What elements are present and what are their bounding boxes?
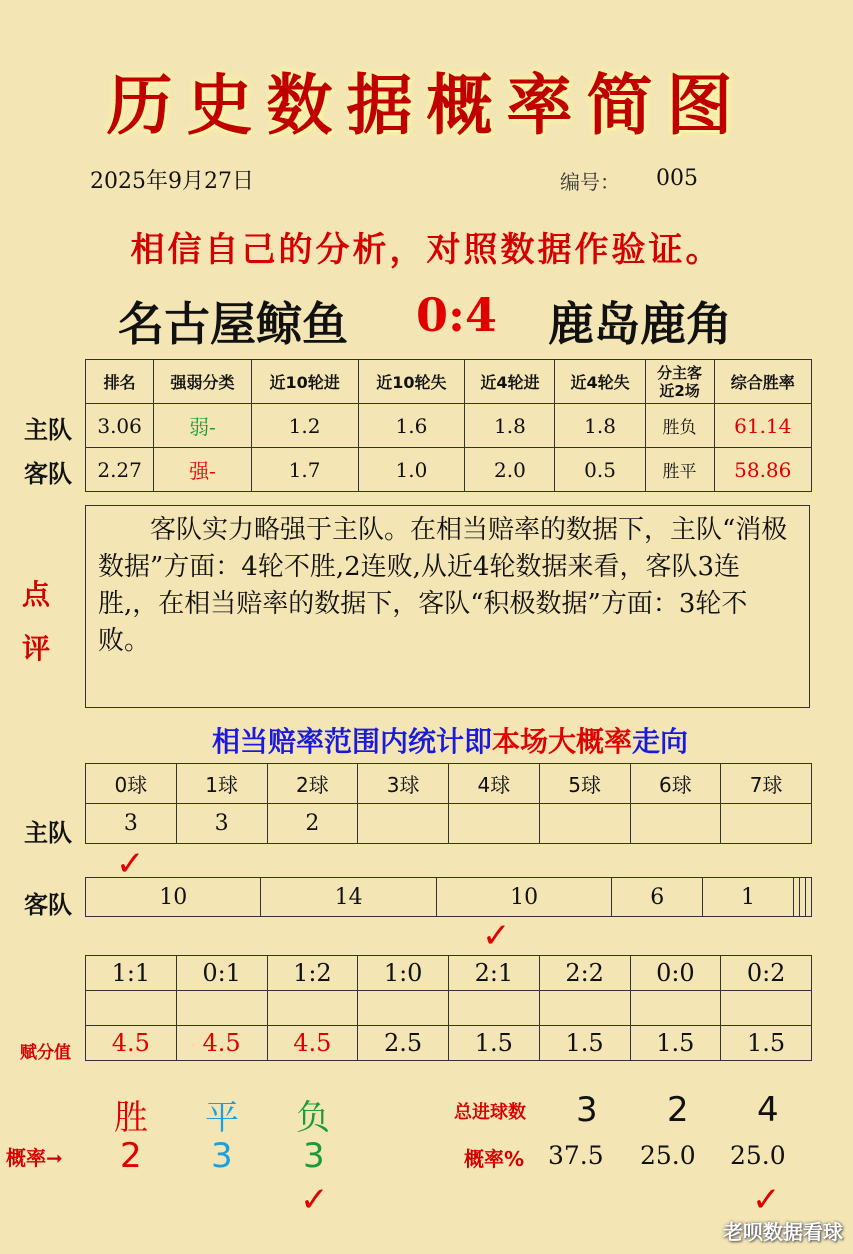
score-4: 2:1 xyxy=(449,956,540,991)
goals-header-5: 5球 xyxy=(539,764,630,804)
total-1: 3 xyxy=(576,1090,598,1130)
score-1: 0:1 xyxy=(176,956,267,991)
check-mark-home: ✓ xyxy=(116,844,145,884)
stats-row-home xyxy=(86,404,812,448)
goals-header-3: 3球 xyxy=(358,764,449,804)
home-goal-6 xyxy=(630,804,721,844)
prob-label: 概率➞ xyxy=(6,1146,63,1170)
empty-cell xyxy=(176,991,267,1026)
away-goal-0: 10 xyxy=(86,878,261,917)
value-6: 1.5 xyxy=(630,1026,721,1061)
empty-cell xyxy=(539,991,630,1026)
header-last2-line2: 近2场 xyxy=(659,381,700,400)
value-4: 1.5 xyxy=(449,1026,540,1061)
comment-label xyxy=(22,568,50,676)
total-label: 总进球数 xyxy=(454,1102,526,1123)
score-5: 2:2 xyxy=(539,956,630,991)
empty-cell xyxy=(630,991,721,1026)
goals-header-row xyxy=(86,764,812,804)
home-goal-7 xyxy=(721,804,812,844)
away-goal-4: 1 xyxy=(703,878,794,917)
match-score: 0:4 xyxy=(416,288,497,342)
header-c10: 近10轮失 xyxy=(358,360,465,404)
comment-label-2: 评 xyxy=(22,632,51,665)
empty-cell xyxy=(358,991,449,1026)
value-5: 1.5 xyxy=(539,1026,630,1061)
pct-3: 25.0 xyxy=(730,1141,786,1170)
header-c4: 近4轮失 xyxy=(555,360,645,404)
comment-box: 客队实力略强于主队。在相当赔率的数据下，主队“消极数据”方面：4轮不胜,2连败,从近4轮数据来看，客队3连胜,，在相当赔率的数据下，客队“积极数据”方面：3轮不败。 xyxy=(85,505,810,708)
home-team: 名古屋鲸鱼 xyxy=(118,297,348,351)
check-mark-total: ✓ xyxy=(752,1180,781,1220)
header-rank: 排名 xyxy=(86,360,154,404)
goals-away-label: 客队 xyxy=(24,891,72,919)
outcome-draw: 平 xyxy=(205,1098,239,1138)
goals-header-6: 6球 xyxy=(630,764,721,804)
home-rank: 3.06 xyxy=(86,404,154,448)
away-goals-table xyxy=(85,877,812,917)
total-2: 2 xyxy=(667,1090,689,1130)
match-date: 2025年9月27日 xyxy=(90,169,254,194)
header-g4: 近4轮进 xyxy=(465,360,555,404)
home-label: 主队 xyxy=(24,416,72,444)
comment-label-1: 点 xyxy=(22,578,51,611)
stats-row-away xyxy=(86,448,812,492)
away-goal-1: 14 xyxy=(261,878,436,917)
subtitle-part1: 相当赔率范围内统计即 xyxy=(211,725,492,758)
scores-row xyxy=(86,956,812,991)
away-g10: 1.7 xyxy=(251,448,358,492)
home-goal-3 xyxy=(358,804,449,844)
prob-win: 2 xyxy=(120,1136,142,1176)
home-goal-4 xyxy=(449,804,540,844)
goals-away-row xyxy=(86,878,812,917)
scores-table xyxy=(85,955,812,1061)
away-label: 客队 xyxy=(24,460,72,488)
number-value: 005 xyxy=(656,166,698,191)
home-class: 弱- xyxy=(154,404,251,448)
away-team: 鹿岛鹿角 xyxy=(548,297,732,351)
home-rate: 61.14 xyxy=(714,404,811,448)
total-3: 4 xyxy=(757,1090,779,1130)
value-2: 4.5 xyxy=(267,1026,358,1061)
scores-empty-row xyxy=(86,991,812,1026)
header-class: 强弱分类 xyxy=(154,360,251,404)
page-title: 历史数据概率简图 xyxy=(106,66,747,144)
home-goal-2: 2 xyxy=(267,804,358,844)
away-goal-2: 10 xyxy=(436,878,611,917)
header-last2-line1: 分主客 xyxy=(657,363,703,382)
probability-subtitle xyxy=(0,720,853,760)
empty-cell xyxy=(86,991,177,1026)
value-1: 4.5 xyxy=(176,1026,267,1061)
empty-cell xyxy=(267,991,358,1026)
header-rate: 综合胜率 xyxy=(714,360,811,404)
away-goal-7 xyxy=(805,878,811,917)
away-last2: 胜平 xyxy=(645,448,714,492)
away-rate: 58.86 xyxy=(714,448,811,492)
header-g10: 近10轮进 xyxy=(251,360,358,404)
value-3: 2.5 xyxy=(358,1026,449,1061)
home-goal-1: 3 xyxy=(176,804,267,844)
outcome-loss: 负 xyxy=(296,1098,330,1138)
pct-2: 25.0 xyxy=(640,1141,696,1170)
value-label: 赋分值 xyxy=(20,1043,71,1063)
pct-label: 概率% xyxy=(464,1147,525,1171)
away-g4: 2.0 xyxy=(465,448,555,492)
goals-header-2: 2球 xyxy=(267,764,358,804)
home-g10: 1.2 xyxy=(251,404,358,448)
goals-home-label: 主队 xyxy=(24,819,72,847)
home-goal-5 xyxy=(539,804,630,844)
goals-header-1: 1球 xyxy=(176,764,267,804)
score-7: 0:2 xyxy=(721,956,812,991)
subtitle-part2: 本场大概率 xyxy=(491,725,632,758)
pct-1: 37.5 xyxy=(548,1141,604,1170)
home-c10: 1.6 xyxy=(358,404,465,448)
check-mark-away: ✓ xyxy=(482,916,511,956)
away-goal-3: 6 xyxy=(612,878,703,917)
value-0: 4.5 xyxy=(86,1026,177,1061)
home-g4: 1.8 xyxy=(465,404,555,448)
home-goals-table xyxy=(85,763,812,844)
number-label: 编号： xyxy=(560,170,620,194)
goals-header-0: 0球 xyxy=(86,764,177,804)
subtitle-part3: 走向 xyxy=(632,725,689,758)
home-goal-0: 3 xyxy=(86,804,177,844)
check-mark-loss: ✓ xyxy=(300,1180,329,1220)
watermark: 老呗数据看球 xyxy=(723,1220,843,1244)
goals-header-4: 4球 xyxy=(449,764,540,804)
slogan: 相信自己的分析，对照数据作验证。 xyxy=(130,230,723,270)
stats-header-row xyxy=(86,360,812,404)
home-c4: 1.8 xyxy=(555,404,645,448)
goals-home-row xyxy=(86,804,812,844)
header-last2 xyxy=(645,360,714,404)
away-rank: 2.27 xyxy=(86,448,154,492)
away-class: 强- xyxy=(154,448,251,492)
goals-header-7: 7球 xyxy=(721,764,812,804)
home-last2: 胜负 xyxy=(645,404,714,448)
score-0: 1:1 xyxy=(86,956,177,991)
score-6: 0:0 xyxy=(630,956,721,991)
empty-cell xyxy=(721,991,812,1026)
away-c4: 0.5 xyxy=(555,448,645,492)
score-3: 1:0 xyxy=(358,956,449,991)
away-c10: 1.0 xyxy=(358,448,465,492)
prob-draw: 3 xyxy=(211,1136,233,1176)
stats-table xyxy=(85,359,812,492)
score-2: 1:2 xyxy=(267,956,358,991)
outcome-win: 胜 xyxy=(114,1098,148,1138)
values-row xyxy=(86,1026,812,1061)
empty-cell xyxy=(449,991,540,1026)
value-7: 1.5 xyxy=(721,1026,812,1061)
prob-loss: 3 xyxy=(303,1136,325,1176)
